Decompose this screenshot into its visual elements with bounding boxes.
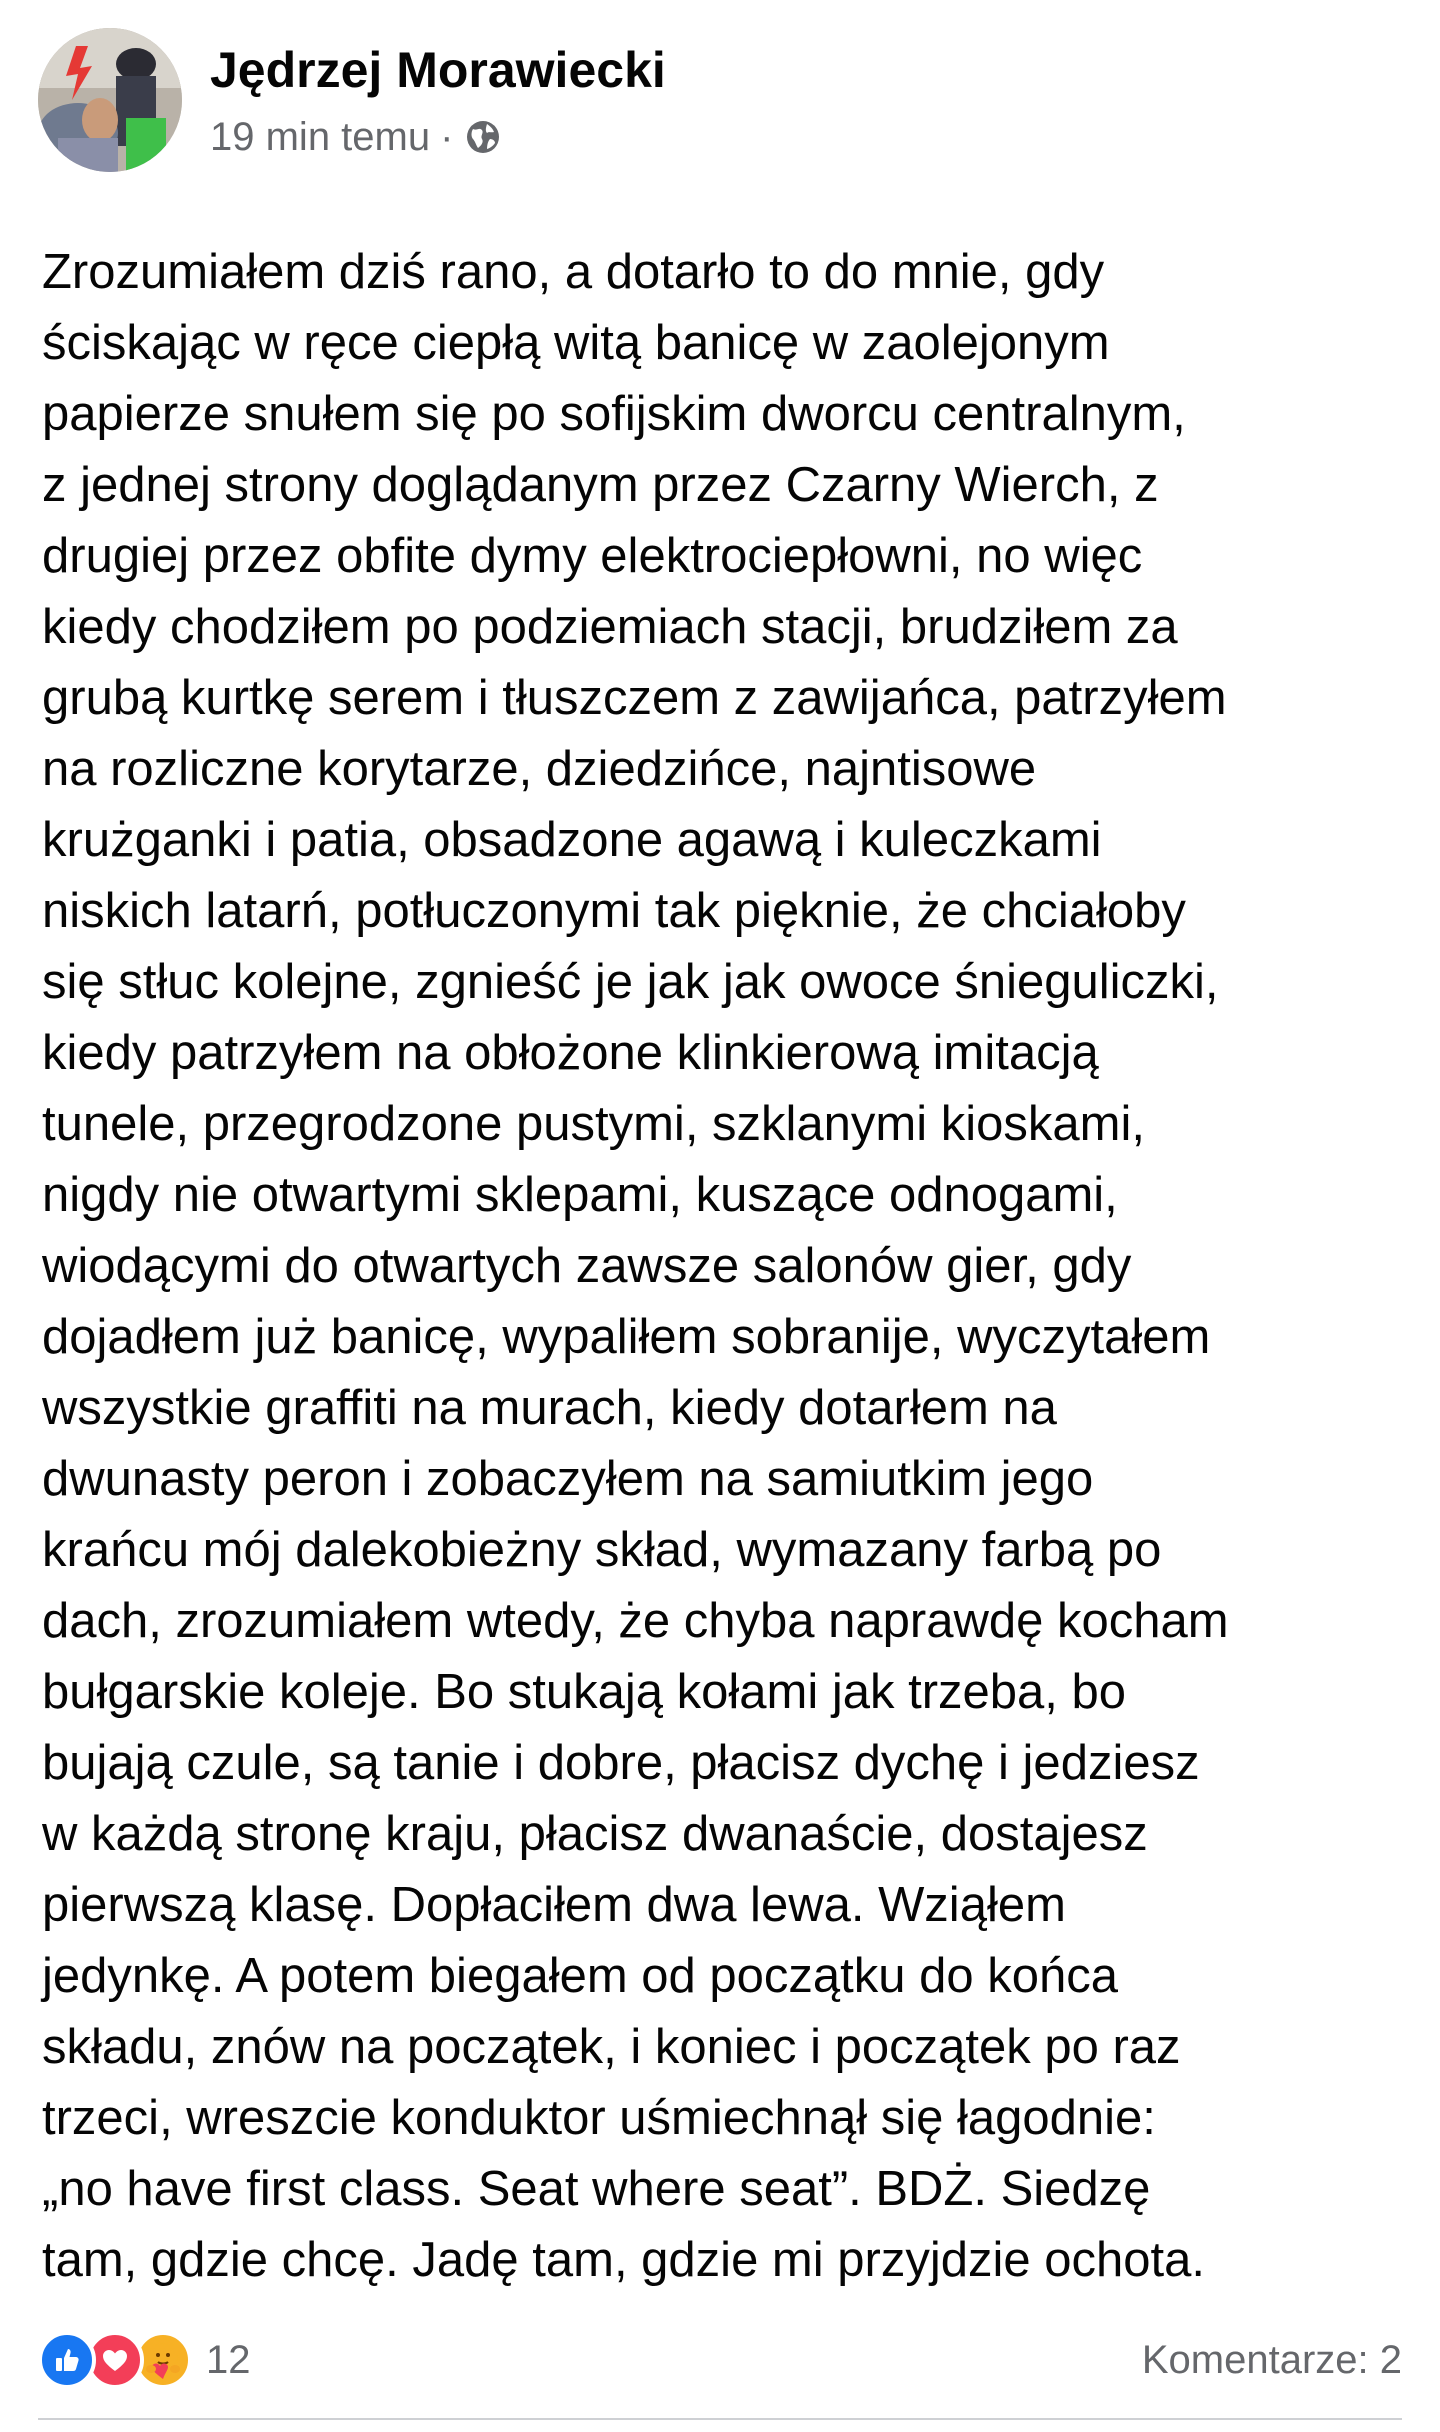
globe-icon[interactable] <box>463 117 503 157</box>
meta-separator: · <box>440 115 454 159</box>
author-name[interactable]: Jędrzej Morawiecki <box>210 42 666 98</box>
post-timestamp[interactable]: 19 min temu <box>210 115 431 159</box>
reactions-summary[interactable] <box>38 2331 251 2389</box>
post-header <box>38 28 666 172</box>
post-meta <box>210 114 666 160</box>
author-avatar[interactable] <box>38 28 182 172</box>
reaction-count: 12 <box>206 2337 251 2382</box>
avatar-photo-icon <box>38 28 182 172</box>
reaction-icons <box>38 2331 192 2389</box>
footer-divider <box>38 2418 1402 2420</box>
comments-count-link[interactable]: Komentarze: 2 <box>1141 2337 1402 2382</box>
post-footer <box>38 2328 1402 2392</box>
post-text: Zrozumiałem dziś rano, a dotarło to do mnie, gdy ściskając w ręce ciepłą witą banicę w zaolejonym papierze snułem się po sofijskim dworcu centralnym, z jednej strony doglądanym przez Czarny Wierch, z drugiej przez obfite dymy elektrociepłowni, no więc kiedy chodziłem po podziemiach stacji, brudziłem za grubą kurtkę serem i tłuszczem z zawijańca, patrzyłem na rozliczne korytarze, dziedzińce, najntisowe krużganki i patia, obsadzone agawą i kuleczkami niskich latarń, potłuczonymi tak pięknie, że chciałoby się stłuc kolejne, zgnieść je jak jak owoce śnieguliczki, kiedy patrzyłem na obłożone klinkierową imitacją tunele, przegrodzone pustymi, szklanymi kioskami, nigdy nie otwartymi sklepami, kuszące odnogami, wiodącymi do otwartych zawsze salonów gier, gdy dojadłem już banicę, wypaliłem sobranije, wyczytałem wszystkie graffiti na murach, kiedy dotarłem na dwunasty peron i zobaczyłem na samiutkim jego krańcu mój dalekobieżny skład, wymazany farbą po dach, zrozumiałem wtedy, że chyba naprawdę kocham bułgarskie koleje. Bo stukają kołami jak trzeba, bo bujają czule, są tanie i dobre, płacisz dychę i jedziesz w każdą stronę kraju, płacisz dwanaście, dostajesz pierwszą klasę. Dopłaciłem dwa lewa. Wziąłem jedynkę. A potem biegałem od początku do końca składu, znów na początek, i koniec i początek po raz trzeci, wreszcie konduktor uśmiechnął się łagodnie: „no have first class. Seat where seat”. BDŻ. Siedzę tam, gdzie chcę. Jadę tam, gdzie mi przyjdzie ochota. <box>42 245 1229 2287</box>
like-icon <box>38 2331 96 2389</box>
author-block <box>210 40 666 160</box>
